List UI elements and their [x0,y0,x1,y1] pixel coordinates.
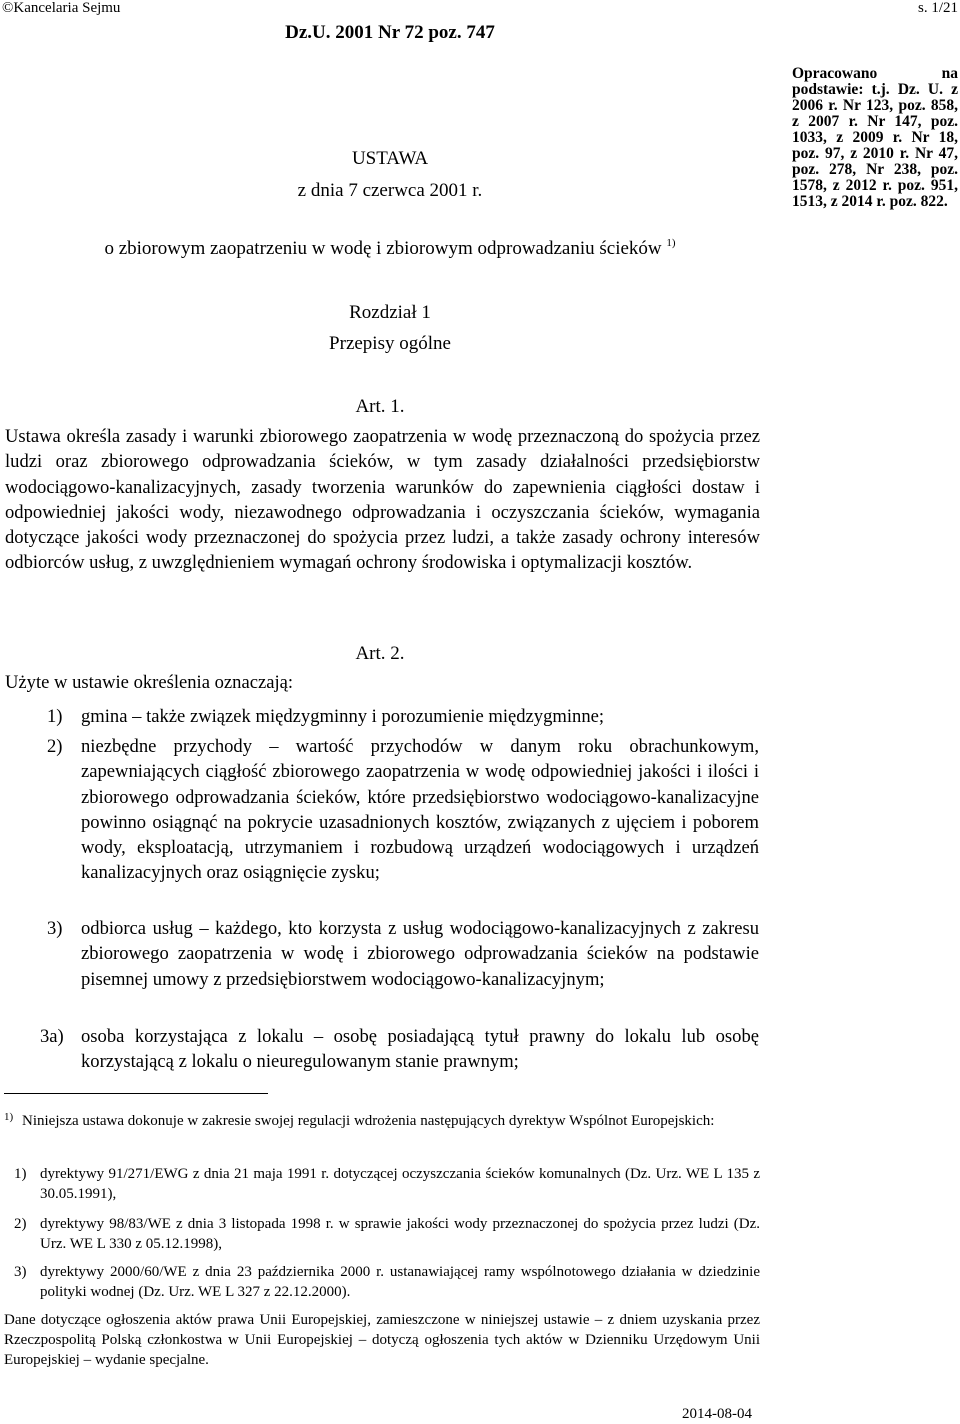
act-subject-text: o zbiorowym zaopatrzeniu w wodę i zbiorowym odprowadzaniu ścieków [104,238,662,259]
header-source: ©Kancelaria Sejmu [2,0,121,16]
chapter-title: Przepisy ogólne [329,333,451,354]
footnote-item [14,1214,760,1254]
item-number: 2) [47,736,63,757]
act-type: USTAWA [351,148,429,169]
footnote-item-number: 1) [14,1166,27,1182]
chapter-number: Rozdział 1 [349,302,431,323]
item-text: odbiorca usług – każdego, kto korzysta z usług wodociągowo-kanalizacyjnych z zakresu zbiorowego zaopatrzenia w wodę i zbiorowego odprowadzania ścieków na podstawie pisemnej umowy z przedsiębiorstwem wodociągowo-kanalizacyjnym; [81,918,759,990]
article-2-intro: Użyte w ustawie określenia oznaczają: [5,672,294,693]
item-number: 3a) [40,1026,64,1047]
footnote-item-text: dyrektywy 98/83/WE z dnia 3 listopada 1998 r. w sprawie jakości wody przeznaczonej do spożycia przez ludzi (Dz. Urz. WE L 330 z 05.12.1998), [40,1216,760,1252]
publication-date: 2014-08-04 [682,1406,752,1422]
article-2-heading: Art. 2. [355,643,405,664]
act-subject [0,238,780,260]
definition-item [40,1024,759,1075]
footnote-item [14,1262,760,1302]
footnote-marker: 1) [4,1111,14,1123]
consolidation-note: Opracowano na podstawie: t.j. Dz. U. z 2006 r. Nr 123, poz. 858, z 2007 r. Nr 147, poz. 1033, z 2009 r. Nr 18, poz. 97, z 2010 r. Nr 47, poz. 278, Nr 238, poz. 1578, z 2012 r. poz. 951, 1513, z 2014 r. poz. 822. [792,65,958,210]
footnote-item-text: dyrektywy 2000/60/WE z dnia 23 października 2000 r. ustanawiającej ramy wspólnotowego działania w dziedzinie polityki wodnej (Dz. Urz. WE L 327 z 22.12.2000). [40,1264,760,1300]
footnote-intro-text: Niniejsza ustawa dokonuje w zakresie swojej regulacji wdrożenia następujących dyrektyw Wspólnot Europejskich: [22,1113,715,1129]
footnote-item-number: 2) [14,1216,27,1232]
footnote-closing: Dane dotyczące ogłoszenia aktów prawa Unii Europejskiej, zamieszczone w niniejszej ustawie – z dniem uzyskania przez Rzeczpospolitą Polską członkostwa w Unii Europejskiej – dotyczą ogłoszenia tych aktów w Dzienniku Urzędowym Unii Europejskiej – wydanie specjalne. [4,1312,760,1368]
definition-item [47,704,759,729]
item-text: osoba korzystająca z lokalu – osobę posiadającą tytuł prawny do lokalu lub osobę korzystającą z lokalu o nieuregulowanym stanie prawnym; [81,1026,759,1073]
article-1-text: Ustawa określa zasady i warunki zbiorowego zaopatrzenia w wodę przeznaczoną do spożycia przez ludzi oraz zbiorowego odprowadzania ścieków, w tym zasady działalności przedsiębiorstw wodociągowo-kanalizacyjnych, zasady tworzenia warunków do zapewnienia ciągłości dostaw i odpowiedniej jakości wody, niezawodnego odprowadzania i oczyszczania ścieków, wymagania dotyczące jakości wody przeznaczonej do spożycia przez ludzi, a także zasady ochrony interesów odbiorców usług, z uwzględnieniem wymagań ochrony środowiska i optymalizacji kosztów. [5,426,760,574]
footnote-item-text: dyrektywy 91/271/EWG z dnia 21 maja 1991 r. dotyczącej oczyszczania ścieków komunalnych (Dz. Urz. WE L 135 z 30.05.1991), [40,1166,760,1202]
act-date: z dnia 7 czerwca 2001 r. [297,180,483,201]
article-1-heading: Art. 1. [355,396,405,417]
footnote-item [14,1164,760,1204]
journal-reference: Dz.U. 2001 Nr 72 poz. 747 [285,22,495,43]
footnote-intro [4,1111,760,1131]
item-text: gmina – także związek międzygminny i porozumienie międzygminne; [81,706,605,727]
item-text: niezbędne przychody – wartość przychodów w danym roku obrachunkowym, zapewniających ciągłość zbiorowego zaopatrzenia w wodę odpowiedniej jakości i ilości i zbiorowego odprowadzania ścieków, które przedsiębiorstwo wodociągowo-kanalizacyjne powinno osiągnąć na pokrycie uzasadnionych kosztów, związanych z ujęciem i poborem wody, eksploatacją, utrzymaniem i rozbudową urządzeń wodociągowych i urządzeń kanalizacyjnych oraz osiągnięcie zysku; [81,736,759,884]
item-number: 1) [47,706,63,727]
definition-item [47,734,759,886]
footnote-ref: 1) [666,237,676,249]
definition-item [47,916,759,992]
footnote-item-number: 3) [14,1264,27,1280]
footnote-separator [4,1093,268,1094]
page-number: s. 1/21 [917,0,958,16]
item-number: 3) [47,918,63,939]
